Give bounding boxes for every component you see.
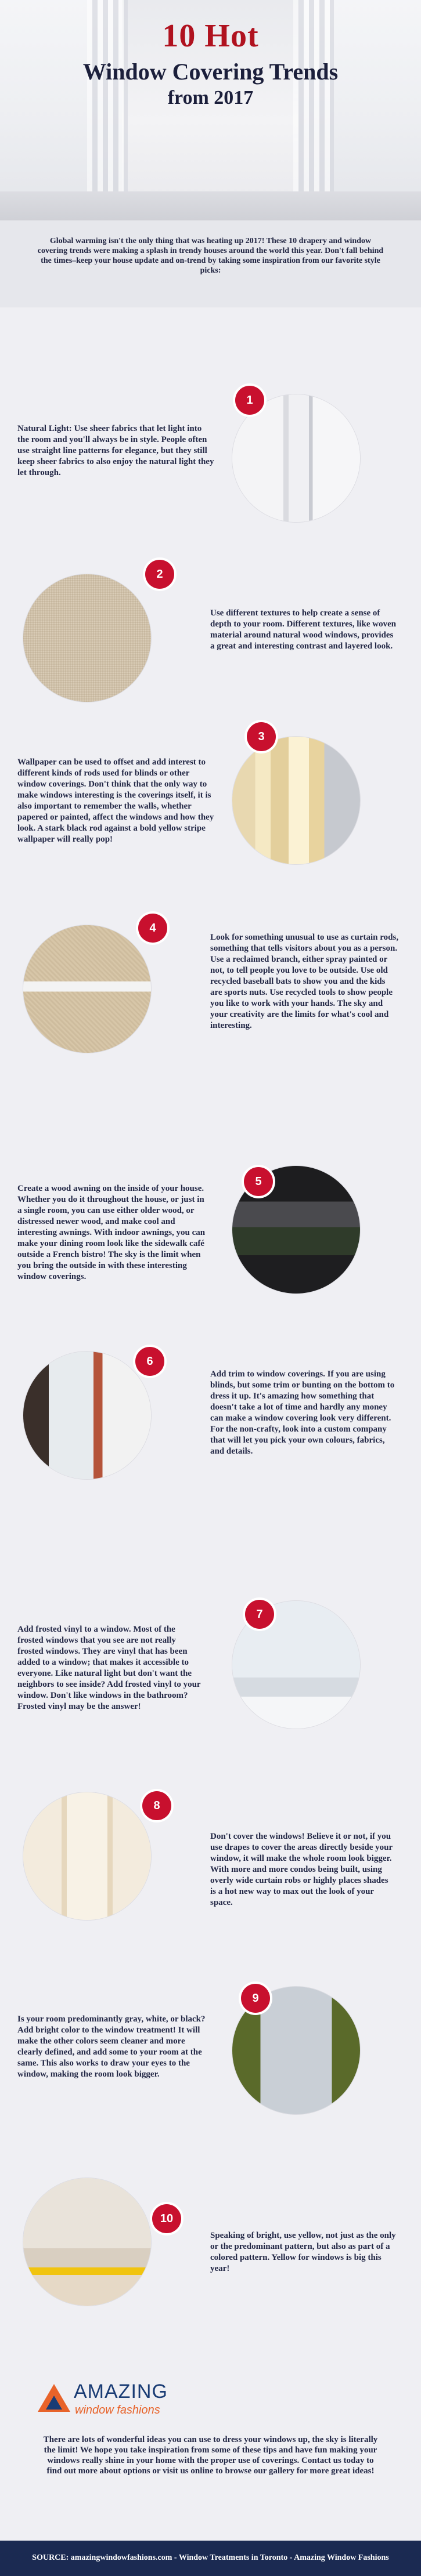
logo-name: AMAZING <box>74 2381 168 2403</box>
trend-9-text: Is your room predominantly gray, white, or black? Add bright color to the window treatment! It will make the other colors seem cleaner and more clearly defined, and add some to your room at the same. This also works to draw your eyes to the window, making the room look bigger. <box>17 2015 206 2079</box>
trend-5-text: Create a wood awning on the inside of your house. Whether you do it throughout the house, or just in a single room, you can use either older wood, or distressed newer wood, and make cool and interesting awnings. With indoor awnings, you can make your dining room look like the sidewalk café outside a French bistro! The sky is the limit when you bring the outside in with these interesting window coverings. <box>17 1184 206 1281</box>
trend-4-badge: 4 <box>138 914 167 943</box>
trend-3-badge: 3 <box>247 722 276 751</box>
page-title-line2: Window Covering Trends <box>82 59 339 85</box>
window-sill <box>0 191 421 220</box>
trend-3-photo <box>232 737 360 864</box>
closing-text: There are lots of wonderful ideas you can use to dress your windows up, the sky is literally the limit! We hope you take inspiration from some of these tips and have fun making your windows really shine in your home with the proper use of coverings. Contact us today to find out more about options or visit us online to browse our gallery for more great ideas! <box>43 2435 378 2476</box>
trend-1-badge: 1 <box>235 386 264 415</box>
trend-8-photo <box>23 1792 151 1920</box>
logo-inner-triangle-icon <box>46 2396 62 2410</box>
trend-2-photo <box>23 574 151 702</box>
trend-10-text: Speaking of bright, use yellow, not just as the only or the predominant pattern, but also as part of a colored pattern. Yellow for windows is big this year! <box>210 2231 396 2273</box>
trend-8-text: Don't cover the windows! Believe it or not, if you use drapes to cover the areas directly beside your window, it will make the whole room look bigger. With more and more condos being built, using overly wide curtain robs or highly places shades is a hot new way to max out the look of your space. <box>210 1832 393 1907</box>
trend-4-text: Look for something unusual to use as curtain rods, something that tells visitors about you as a person. Use a reclaimed branch, either spray painted or not, to tell people you love to be outside. Use old recycled baseball bats to show you and the kids are sports nuts. Use recycled tools to show people you like to work with your hands. The sky and your creativity are the limits for what's cool and interesting. <box>210 933 399 1030</box>
trend-3-text: Wallpaper can be used to offset and add interest to different kinds of rods used for blinds or other window coverings. Don't think that the only way to make windows interesting is the coverings itself, it is also important to remember the walls, whether papered or painted, affect the windows and how they look. A stark black rod against a bold yellow stripe wallpaper will really pop! <box>17 758 214 844</box>
intro-text: Global warming isn't the only thing that was heating up 2017! These 10 drapery and window covering trends were making a splash in trendy houses around the world this year. Don't fall behind the times–keep your house update and on-trend by taking some inspiration from our favorite style picks: <box>37 237 384 275</box>
trend-4-photo <box>23 925 151 1053</box>
trend-10-photo <box>23 2178 151 2306</box>
brand-logo[interactable] <box>38 2381 183 2421</box>
trend-1-text: Natural Light: Use sheer fabrics that let light into the room and you'll always be in style. People often use straight line patterns for elegance, but they still keep sheer fabrics to also enjoy the natural light they let through. <box>17 424 214 477</box>
trend-2-text: Use different textures to help create a sense of depth to your room. Different textures, like woven material around natural wood windows, provides a great and interesting contrast and layered look. <box>210 608 397 651</box>
trend-6-badge: 6 <box>135 1347 164 1376</box>
page-title-line1: 10 Hot <box>162 18 259 54</box>
trend-6-text: Add trim to window coverings. If you are using blinds, but some trim or bunting on the bottom to dress it up. It's amazing how something that doesn't take a lot of time and hardly any money can make a window covering look very different. For the non-crafty, look into a custom company that will let you pick your own colours, fabrics, and details. <box>210 1369 395 1456</box>
trend-7-text: Add frosted vinyl to a window. Most of the frosted windows that you see are not really frosted windows. They are vinyl that has been added to a window; that makes it accessible to everyone. Like natural light but don't want the neighbors to see inside? Add frosted vinyl to your window. Don't like windows in the bathroom? Frosted vinyl may be the answer! <box>17 1625 201 1711</box>
page-title-line3: from 2017 <box>167 87 254 108</box>
logo-tagline: window fashions <box>75 2404 160 2416</box>
source-link[interactable]: SOURCE: amazingwindowfashions.com - Window Treatments in Toronto - Amazing Window Fashions <box>32 2553 389 2562</box>
trend-6-photo <box>23 1352 151 1479</box>
trend-10-badge: 10 <box>152 2204 181 2233</box>
trend-5-badge: 5 <box>244 1167 273 1196</box>
trend-9-badge: 9 <box>241 1984 270 2013</box>
trend-7-badge: 7 <box>245 1600 274 1629</box>
trend-2-badge: 2 <box>145 560 174 589</box>
trend-8-badge: 8 <box>142 1791 171 1820</box>
